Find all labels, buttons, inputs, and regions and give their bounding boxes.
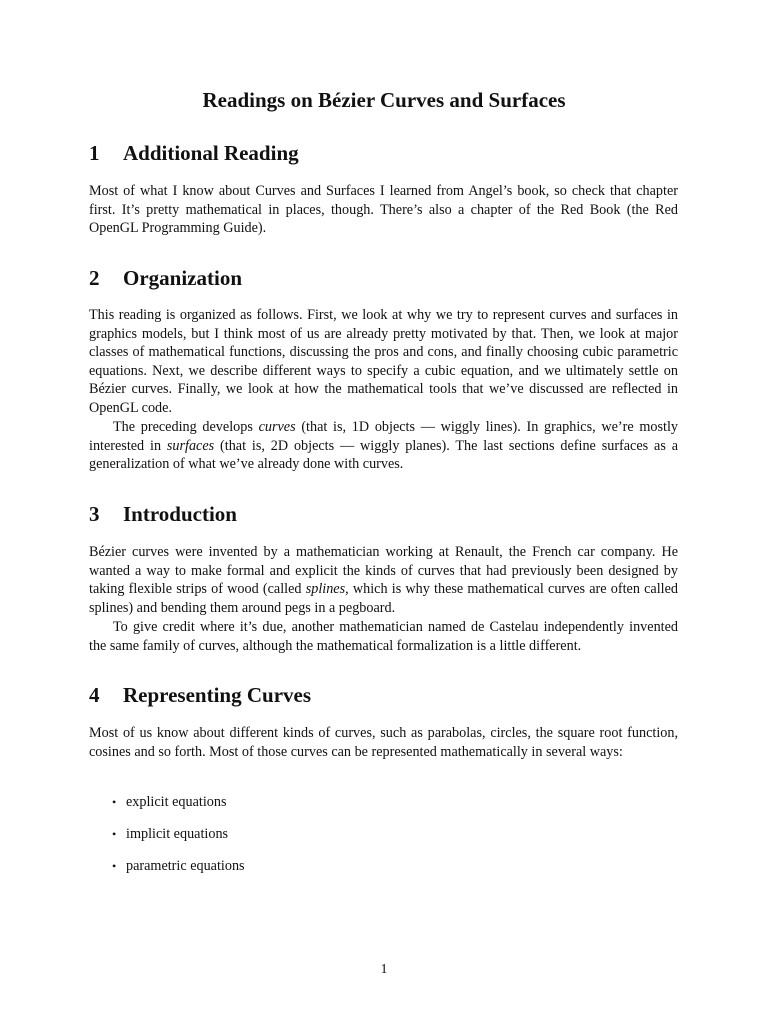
section-3-paragraph-2: To give credit where it’s due, another mathematician named de Castelau independently invented the same family of curves, although the mathematical formalization is a little different. (89, 619, 678, 654)
section-2-heading (89, 266, 242, 291)
section-3-title: Introduction (123, 502, 237, 526)
section-2-title: Organization (123, 266, 242, 290)
section-3-heading (89, 502, 237, 527)
curve-representation-list (112, 792, 245, 888)
paragraph-text: (that is, 1D objects — wiggly lines). In graphics, we’re mostly interested in (89, 419, 679, 454)
section-4-heading (89, 683, 311, 708)
list-item (112, 856, 245, 888)
section-4-paragraph-1: Most of us know about different kinds of curves, such as parabolas, circles, the square root function, cosines and so forth. Most of those curves can be represented mathematically in several ways: (89, 725, 678, 760)
section-1-title: Additional Reading (123, 141, 299, 165)
section-2-paragraph-1: This reading is organized as follows. First, we look at why we try to represent curves and surfaces in graphics models, but I think most of us are already pretty motivated by that. Then, we look at major classes of mathematical functions, discussing the pros and cons, and finally choosing cubic parametric equations. Next, we describe different ways to specify a cubic equation, and we ultimately settle on Bézier curves. Finally, we look at how the mathematical tools that we’ve discussed are reflected in OpenGL code. (89, 307, 678, 416)
paragraph-text: Bézier curves were invented by a mathematician working at Renault, the French car company. He wanted a way to make formal and explicit the kinds of curves that had previously been designed by taking flexible strips of wood (called (89, 544, 678, 598)
section-2-paragraph-2 (89, 418, 678, 474)
section-1-paragraph-1: Most of what I know about Curves and Surfaces I learned from Angel’s book, so check that chapter first. It’s pretty mathematical in places, though. There’s also a chapter of the Red Book (the Red OpenGL Programming Guide). (89, 183, 678, 237)
paragraph-text: (that is, 2D objects — wiggly planes). The last sections define surfaces as a generalization of what we’ve already done with curves. (89, 437, 678, 473)
section-1-number: 1 (89, 141, 100, 165)
list-item (112, 792, 245, 824)
list-item-text: parametric equations (126, 858, 245, 874)
bullet-icon: • (112, 795, 117, 809)
section-2-number: 2 (89, 266, 100, 290)
list-item (112, 824, 245, 856)
list-item-text: explicit equations (126, 794, 227, 810)
section-3-number: 3 (89, 502, 100, 526)
section-4-number: 4 (89, 683, 100, 707)
emphasized-term-splines: splines (305, 581, 346, 598)
list-item-text: implicit equations (126, 826, 229, 842)
page-number: 1 (380, 962, 388, 977)
paragraph-text: , which is why these mathematical curves are often called splines) and bending them around pegs in a pegboard. (89, 581, 678, 616)
section-4-title: Representing Curves (123, 683, 312, 707)
section-3-paragraph-1 (89, 543, 678, 617)
section-1-heading (89, 141, 299, 166)
bullet-icon: • (112, 859, 117, 873)
emphasized-term-curves: curves (258, 419, 296, 435)
document-title: Readings on Bézier Curves and Surfaces (202, 88, 566, 112)
bullet-icon: • (112, 827, 117, 841)
emphasized-term-surfaces: surfaces (166, 437, 215, 454)
paragraph-text: The preceding develops (113, 419, 259, 435)
